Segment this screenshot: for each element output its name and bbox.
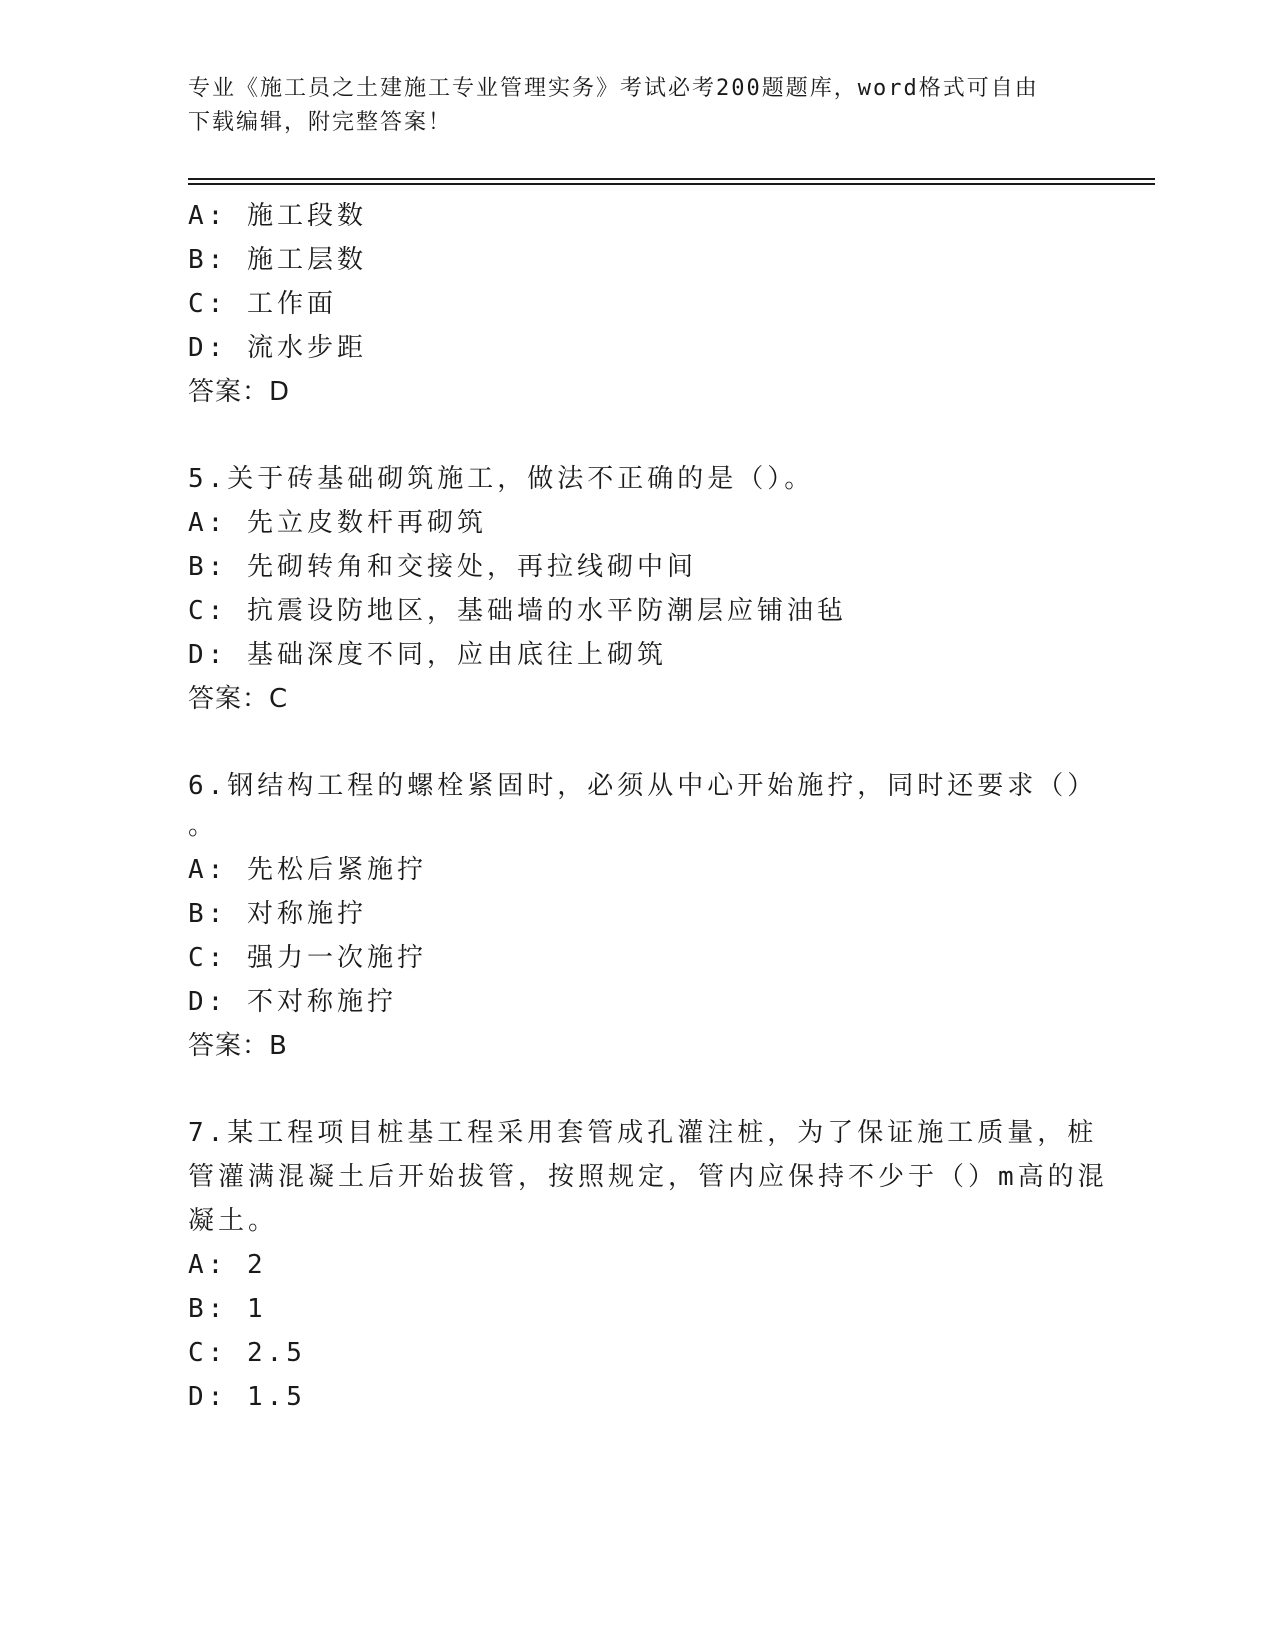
q6-stem-line-2: 。 bbox=[188, 811, 219, 841]
q4-answer: 答案：D bbox=[188, 377, 291, 407]
q6-option-d: D: 不对称施拧 bbox=[188, 987, 397, 1017]
q7-option-a: A: 2 bbox=[188, 1250, 267, 1280]
header-line-2: 下载编辑，附完整答案！ bbox=[188, 110, 453, 135]
document-header bbox=[188, 72, 1088, 140]
q7-option-c: C: 2.5 bbox=[188, 1338, 306, 1368]
q5-option-b: B: 先砌转角和交接处，再拉线砌中间 bbox=[188, 552, 697, 582]
q7-option-d: D: 1.5 bbox=[188, 1382, 306, 1412]
q6-option-a: A: 先松后紧施拧 bbox=[188, 855, 427, 885]
q5-answer: 答案：C bbox=[188, 684, 289, 714]
q6-answer: 答案：B bbox=[188, 1031, 288, 1061]
q6-stem-line-1: 6.钢结构工程的螺栓紧固时，必须从中心开始施拧，同时还要求（） bbox=[188, 771, 1098, 801]
q5-option-a: A: 先立皮数杆再砌筑 bbox=[188, 508, 487, 538]
q7-stem-line-3: 凝土。 bbox=[188, 1206, 279, 1236]
q6-option-b: B: 对称施拧 bbox=[188, 899, 367, 929]
q7-stem-line-2: 管灌满混凝土后开始拔管，按照规定，管内应保持不少于（）m高的混 bbox=[188, 1162, 1108, 1192]
q4-option-c: C: 工作面 bbox=[188, 289, 337, 319]
q5-option-c: C: 抗震设防地区，基础墙的水平防潮层应铺油毡 bbox=[188, 596, 847, 626]
q4-option-b: B: 施工层数 bbox=[188, 245, 367, 275]
q7-stem-line-1: 7.某工程项目桩基工程采用套管成孔灌注桩，为了保证施工质量，桩 bbox=[188, 1118, 1098, 1148]
q7-option-b: B: 1 bbox=[188, 1294, 267, 1324]
q5-stem: 5.关于砖基础砌筑施工，做法不正确的是（）。 bbox=[188, 464, 815, 494]
header-line-1: 专业《施工员之土建施工专业管理实务》考试必考200题题库，word格式可自由 bbox=[188, 76, 1039, 101]
q6-option-c: C: 强力一次施拧 bbox=[188, 943, 427, 973]
q5-option-d: D: 基础深度不同，应由底往上砌筑 bbox=[188, 640, 667, 670]
q4-option-d: D: 流水步距 bbox=[188, 333, 367, 363]
header-divider-bottom bbox=[188, 183, 1155, 185]
header-divider-top bbox=[188, 178, 1155, 180]
q4-option-a: A: 施工段数 bbox=[188, 201, 367, 231]
